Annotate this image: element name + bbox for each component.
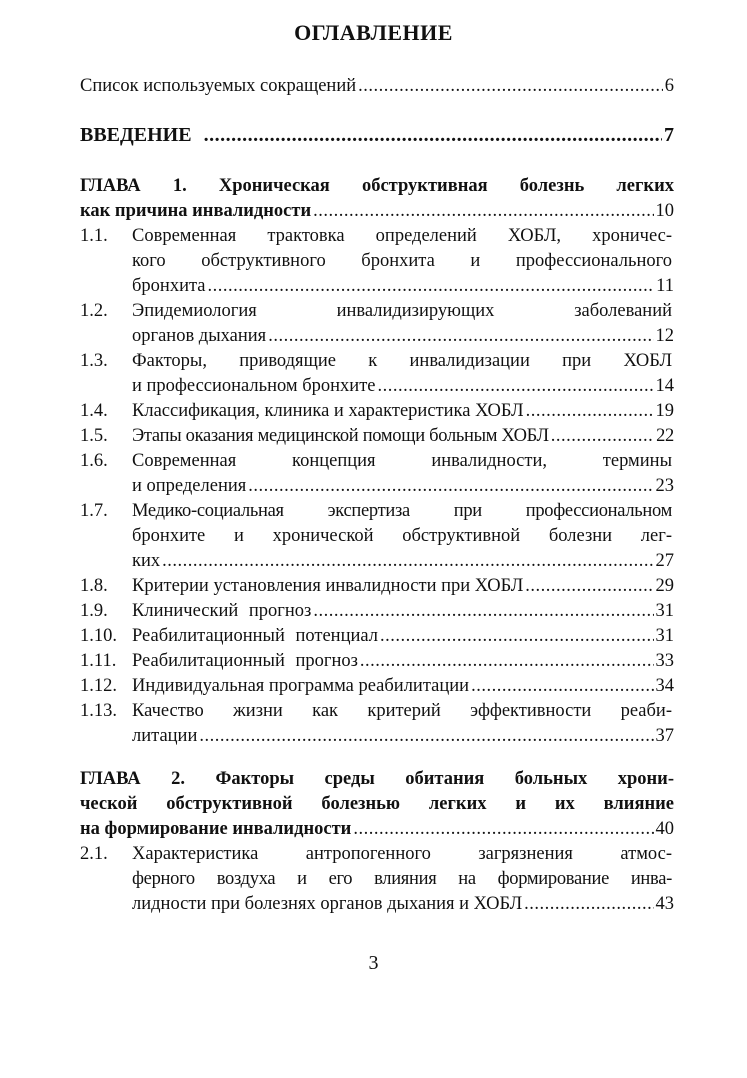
entry-page: 27 bbox=[655, 551, 674, 571]
section-number: 1.5. bbox=[80, 426, 108, 446]
leader-dots bbox=[313, 599, 653, 624]
section-number: 1.13. bbox=[80, 701, 117, 721]
toc-entry-1-13[interactable] bbox=[132, 724, 674, 749]
section-number: 1.10. bbox=[80, 626, 117, 646]
leader-dots bbox=[199, 724, 653, 749]
entry-page: 34 bbox=[655, 676, 674, 696]
section-number: 1.3. bbox=[80, 351, 108, 371]
leader-dots bbox=[208, 274, 655, 299]
section-1-3-line1: Факторы, приводящие к инвалидизации при ХОБЛ bbox=[132, 351, 672, 371]
entry-text: Этапы оказания медицинской помощи больным ХОБЛ bbox=[132, 426, 549, 446]
leader-dots bbox=[525, 574, 653, 599]
leader-dots bbox=[524, 892, 653, 917]
leader-dots bbox=[204, 123, 662, 148]
leader-dots bbox=[360, 649, 654, 674]
toc-entry-1-2[interactable] bbox=[132, 324, 674, 349]
chapter-2-heading-line2: ческой обструктивной болезнью легких и их влияние bbox=[80, 794, 674, 814]
entry-page: 37 bbox=[655, 726, 674, 746]
section-number: 1.6. bbox=[80, 451, 108, 471]
section-1-1-line1: Современная трактовка определений ХОБЛ, хроничес- bbox=[132, 226, 672, 246]
entry-page: 31 bbox=[655, 626, 674, 646]
chapter-2-heading-line1: ГЛАВА 2. Факторы среды обитания больных хрони- bbox=[80, 769, 674, 789]
leader-dots bbox=[162, 549, 653, 574]
toc-entry-1-12[interactable] bbox=[132, 674, 674, 699]
toc-entry-1-3[interactable] bbox=[132, 374, 674, 399]
section-1-1-line2: кого обструктивного бронхита и профессионального bbox=[132, 251, 672, 271]
toc-entry-1-5[interactable] bbox=[132, 424, 674, 449]
entry-text: литации bbox=[132, 726, 198, 746]
chapter-1-heading-line1: ГЛАВА 1. Хроническая обструктивная болезнь легких bbox=[80, 176, 674, 196]
section-number: 2.1. bbox=[80, 844, 108, 864]
entry-text: бронхита bbox=[132, 276, 206, 296]
section-1-13-line1: Качество жизни как критерий эффективности реаби- bbox=[132, 701, 672, 721]
entry-text: и профессиональном бронхите bbox=[132, 376, 376, 396]
section-number: 1.1. bbox=[80, 226, 108, 246]
entry-page: 12 bbox=[655, 326, 674, 346]
leader-dots bbox=[471, 674, 653, 699]
section-1-6-line1: Современная концепция инвалидности, термины bbox=[132, 451, 672, 471]
section-number: 1.2. bbox=[80, 301, 108, 321]
leader-dots bbox=[358, 74, 663, 99]
entry-text: ВВЕДЕНИЕ bbox=[80, 124, 192, 146]
toc-entry-2-1[interactable] bbox=[132, 892, 674, 917]
entry-page: 23 bbox=[655, 476, 674, 496]
section-number: 1.8. bbox=[80, 576, 108, 596]
leader-dots bbox=[313, 199, 653, 224]
section-1-7-line2: бронхите и хронической обструктивной болезни лег- bbox=[132, 526, 672, 546]
toc-entry-1-1[interactable] bbox=[132, 274, 674, 299]
entry-page: 33 bbox=[655, 651, 674, 671]
entry-text: Список используемых сокращений bbox=[80, 76, 357, 96]
entry-text: Клинический прогноз bbox=[132, 601, 312, 621]
entry-text: на формирование инвалидности bbox=[80, 819, 352, 839]
entry-text: органов дыхания bbox=[132, 326, 267, 346]
entry-page: 31 bbox=[655, 601, 674, 621]
toc-entry-1-4[interactable] bbox=[132, 399, 674, 424]
entry-text: лидности при болезнях органов дыхания и ХОБЛ bbox=[132, 894, 523, 914]
entry-text: ких bbox=[132, 551, 161, 571]
page-number: 3 bbox=[368, 952, 379, 974]
entry-page: 10 bbox=[655, 201, 674, 221]
entry-page: 6 bbox=[664, 76, 674, 96]
toc-entry-abbreviations[interactable] bbox=[80, 74, 674, 99]
entry-text: Индивидуальная программа реабилитации bbox=[132, 676, 470, 696]
entry-page: 19 bbox=[655, 401, 674, 421]
section-number: 1.7. bbox=[80, 501, 108, 521]
toc-entry-introduction[interactable] bbox=[80, 123, 674, 148]
toc-entry-1-8[interactable] bbox=[132, 574, 674, 599]
toc-entry-1-11[interactable] bbox=[132, 649, 674, 674]
section-number: 1.9. bbox=[80, 601, 108, 621]
entry-page: 29 bbox=[655, 576, 674, 596]
section-2-1-line2: ферного воздуха и его влияния на формирование инва- bbox=[132, 869, 672, 889]
leader-dots bbox=[353, 817, 653, 842]
leader-dots bbox=[268, 324, 653, 349]
leader-dots bbox=[380, 624, 654, 649]
entry-text: Критерии установления инвалидности при ХОБЛ bbox=[132, 576, 524, 596]
entry-text: как причина инвалидности bbox=[80, 201, 312, 221]
toc-entry-chapter-2[interactable] bbox=[80, 817, 674, 842]
entry-text: Реабилитационный потенциал bbox=[132, 626, 378, 646]
entry-page: 7 bbox=[664, 124, 674, 146]
section-number: 1.12. bbox=[80, 676, 117, 696]
section-1-2-line1: Эпидемиология инвалидизирующих заболеваний bbox=[132, 301, 672, 321]
entry-text: Классификация, клиника и характеристика ХОБЛ bbox=[132, 401, 524, 421]
leader-dots bbox=[551, 424, 654, 449]
entry-page: 22 bbox=[656, 426, 674, 446]
leader-dots bbox=[248, 474, 653, 499]
section-2-1-line1: Характеристика антропогенного загрязнения атмос- bbox=[132, 844, 672, 864]
toc-entry-chapter-1[interactable] bbox=[80, 199, 674, 224]
toc-entry-1-9[interactable] bbox=[132, 599, 674, 624]
entry-page: 11 bbox=[656, 276, 674, 296]
section-number: 1.4. bbox=[80, 401, 108, 421]
leader-dots bbox=[526, 399, 654, 424]
leader-dots bbox=[378, 374, 654, 399]
entry-page: 40 bbox=[655, 819, 674, 839]
section-number: 1.11. bbox=[80, 651, 117, 671]
page-title: ОГЛАВЛЕНИЕ bbox=[294, 20, 453, 45]
entry-page: 43 bbox=[655, 894, 674, 914]
entry-text: и определения bbox=[132, 476, 247, 496]
toc-entry-1-10[interactable] bbox=[132, 624, 674, 649]
section-1-7-line1: Медико-социальная экспертиза при профессиональном bbox=[132, 501, 672, 521]
toc-entry-1-7[interactable] bbox=[132, 549, 674, 574]
entry-page: 14 bbox=[655, 376, 674, 396]
entry-text: Реабилитационный прогноз bbox=[132, 651, 358, 671]
toc-entry-1-6[interactable] bbox=[132, 474, 674, 499]
